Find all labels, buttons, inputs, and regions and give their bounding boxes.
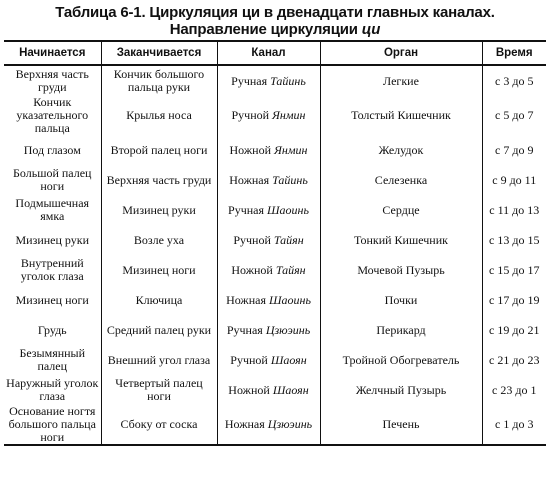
cell-start: Безымянный палец — [4, 345, 101, 375]
cell-organ: Сердце — [320, 195, 482, 225]
channel-type: Ножной — [231, 262, 273, 277]
cell-time: с 7 до 9 — [482, 135, 546, 165]
cell-organ: Тройной Обогреватель — [320, 345, 482, 375]
cell-end: Внешний угол глаза — [101, 345, 217, 375]
channel-name: Тайян — [273, 232, 304, 247]
table-row — [4, 96, 546, 135]
cell-time: с 13 до 15 — [482, 225, 546, 255]
cell-time: с 1 до 3 — [482, 405, 546, 445]
cell-organ: Почки — [320, 285, 482, 315]
channel-name: Цзюэинь — [265, 322, 311, 337]
caption-line-2 — [4, 21, 546, 38]
table-row — [4, 285, 546, 315]
channel-type: Ножной — [228, 382, 270, 397]
cell-channel — [217, 65, 320, 96]
cell-start: Наружный уголок глаза — [4, 375, 101, 405]
channel-name: Цзюэинь — [267, 417, 313, 431]
header-end: Заканчивается — [101, 41, 217, 65]
channel-name: Шаоинь — [267, 202, 309, 217]
channel-type: Ручной — [233, 232, 271, 247]
table-row — [4, 405, 546, 445]
cell-organ: Легкие — [320, 65, 482, 96]
table-body — [4, 65, 546, 445]
cell-start: Большой палец ноги — [4, 165, 101, 195]
cell-time: с 11 до 13 — [482, 195, 546, 225]
cell-time: с 15 до 17 — [482, 255, 546, 285]
cell-end: Верхняя часть груди — [101, 165, 217, 195]
cell-end: Мизинец ноги — [101, 255, 217, 285]
table-row — [4, 255, 546, 285]
cell-organ: Толстый Кишечник — [320, 96, 482, 135]
cell-end: Мизинец руки — [101, 195, 217, 225]
table-row — [4, 315, 546, 345]
table-caption — [4, 4, 546, 38]
channel-name: Шаоинь — [269, 292, 311, 307]
cell-start: Мизинец ноги — [4, 285, 101, 315]
cell-channel — [217, 195, 320, 225]
cell-channel — [217, 135, 320, 165]
cell-start: Подмышечная ямка — [4, 195, 101, 225]
cell-channel — [217, 375, 320, 405]
channel-type: Ручная — [226, 322, 263, 337]
cell-organ: Желчный Пузырь — [320, 375, 482, 405]
cell-end: Второй палец ноги — [101, 135, 217, 165]
cell-channel — [217, 96, 320, 135]
channel-name: Шаоян — [272, 382, 309, 397]
cell-organ: Селезенка — [320, 165, 482, 195]
cell-organ: Мочевой Пузырь — [320, 255, 482, 285]
channel-type: Ножная — [224, 417, 265, 431]
cell-start: Внутренний уголок глаза — [4, 255, 101, 285]
cell-time: с 9 до 11 — [482, 165, 546, 195]
cell-organ: Печень — [320, 405, 482, 445]
cell-start: Основание ногтя большого пальца ноги — [4, 405, 101, 445]
cell-start: Грудь — [4, 315, 101, 345]
cell-time: с 17 до 19 — [482, 285, 546, 315]
cell-channel — [217, 345, 320, 375]
channel-name: Тайинь — [272, 172, 308, 187]
channel-type: Ножной — [229, 142, 272, 157]
cell-start: Мизинец руки — [4, 225, 101, 255]
channel-type: Ножная — [226, 292, 266, 307]
cell-channel — [217, 165, 320, 195]
cell-channel — [217, 405, 320, 445]
table-row — [4, 195, 546, 225]
table-row — [4, 375, 546, 405]
header-channel: Канал — [217, 41, 320, 65]
cell-channel — [217, 255, 320, 285]
channel-type: Ручная — [231, 73, 268, 88]
channel-type: Ручной — [230, 352, 268, 367]
cell-end: Возле уха — [101, 225, 217, 255]
cell-start: Под глазом — [4, 135, 101, 165]
table-row — [4, 135, 546, 165]
cell-end: Средний палец руки — [101, 315, 217, 345]
cell-channel — [217, 315, 320, 345]
cell-channel — [217, 225, 320, 255]
cell-organ: Перикард — [320, 315, 482, 345]
caption-line-2-italic: ци — [361, 21, 381, 38]
channel-name: Тайинь — [270, 73, 306, 88]
table-row — [4, 225, 546, 255]
header-organ: Орган — [320, 41, 482, 65]
cell-time: с 5 до 7 — [482, 96, 546, 135]
cell-channel — [217, 285, 320, 315]
cell-end: Ключица — [101, 285, 217, 315]
cell-time: с 23 до 1 — [482, 375, 546, 405]
table-row — [4, 65, 546, 96]
channel-name: Шаоян — [270, 352, 307, 367]
cell-time: с 21 до 23 — [482, 345, 546, 375]
channel-name: Янмин — [274, 142, 308, 157]
caption-line-1: Таблица 6-1. Циркуляция ци в двенадцати главных каналах. — [55, 4, 495, 21]
table-row — [4, 345, 546, 375]
header-time: Время — [482, 41, 546, 65]
channel-type: Ручной — [231, 108, 270, 122]
channel-type: Ручная — [228, 202, 265, 217]
cell-end: Крылья носа — [101, 96, 217, 135]
cell-organ: Тонкий Кишечник — [320, 225, 482, 255]
channel-name: Янмин — [272, 108, 306, 122]
table-row — [4, 165, 546, 195]
cell-time: с 19 до 21 — [482, 315, 546, 345]
cell-end: Сбоку от соска — [101, 405, 217, 445]
cell-time: с 3 до 5 — [482, 65, 546, 96]
cell-end: Кончик большого пальца руки — [101, 65, 217, 96]
cell-start: Кончик указательного пальца — [4, 96, 101, 135]
header-row — [4, 41, 546, 65]
cell-start: Верхняя часть груди — [4, 65, 101, 96]
cell-end: Четвертый палец ноги — [101, 375, 217, 405]
caption-line-2-text: Направление циркуляции — [169, 21, 362, 38]
circulation-table — [4, 40, 546, 446]
header-start: Начинается — [4, 41, 101, 65]
channel-type: Ножная — [229, 172, 270, 187]
cell-organ: Желудок — [320, 135, 482, 165]
channel-name: Тайян — [275, 262, 306, 277]
